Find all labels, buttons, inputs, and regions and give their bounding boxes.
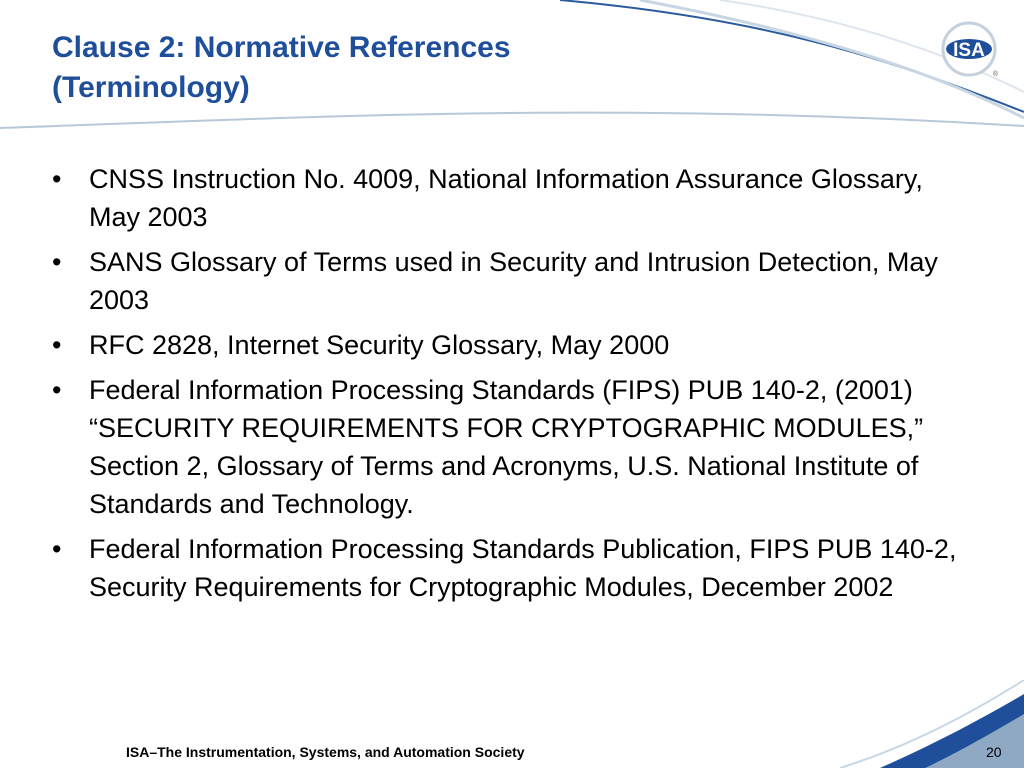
slide-title <box>52 28 511 108</box>
slide-title-line-1: Clause 2: Normative References <box>52 31 511 64</box>
bullet-item-5 <box>52 530 972 606</box>
bullet-text: Federal Information Processing Standards (FIPS) PUB 140-2, (2001) “SECURITY REQUIREMENTS FOR CRYPTOGRAPHIC MODULES,” Section 2, Glossary of Terms and Acronyms, U.S. National Institute of Standards and Technology. <box>89 375 924 519</box>
isa-logo-mark: ® <box>992 71 998 78</box>
slide-title-line-2: (Terminology) <box>52 71 250 104</box>
bullet-text: RFC 2828, Internet Security Glossary, May 2000 <box>89 330 670 360</box>
bullet-text: Federal Information Processing Standards Publication, FIPS PUB 140-2, Security Requirements for Cryptographic Modules, December 2002 <box>89 534 957 602</box>
isa-logo <box>940 20 1002 80</box>
bullet-dot: • <box>52 330 62 360</box>
bullet-item-3 <box>52 326 972 364</box>
bullet-dot: • <box>52 164 62 194</box>
bullet-list <box>52 160 972 613</box>
bullet-item-1 <box>52 160 972 236</box>
bullet-dot: • <box>52 375 62 405</box>
bullet-item-2 <box>52 243 972 319</box>
isa-logo-text: ISA <box>953 40 985 61</box>
bullet-dot: • <box>52 534 62 564</box>
bullet-item-4 <box>52 371 972 523</box>
footer-organization: ISA–The Instrumentation, Systems, and Automation Society <box>126 744 525 760</box>
bullet-dot: • <box>52 247 62 277</box>
bullet-text: SANS Glossary of Terms used in Security and Intrusion Detection, May 2003 <box>89 247 938 315</box>
bullet-text: CNSS Instruction No. 4009, National Information Assurance Glossary, May 2003 <box>89 164 923 232</box>
page-number: 20 <box>986 744 1002 760</box>
